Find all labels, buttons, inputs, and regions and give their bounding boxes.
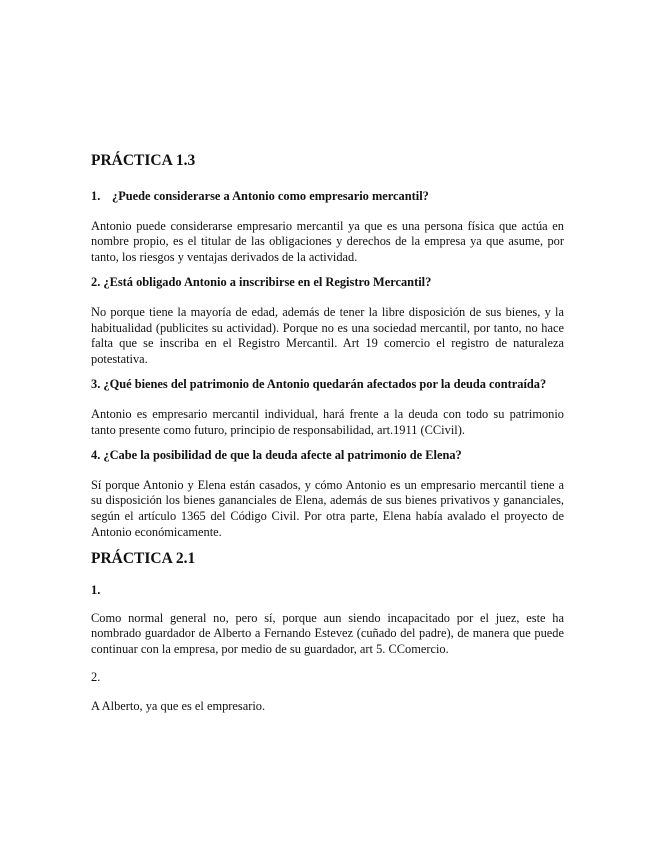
p21-question-1-heading: 1. — [91, 583, 101, 598]
section-title-practica-1-3: PRÁCTICA 1.3 — [91, 152, 196, 169]
question-1-text: ¿Puede considerarse a Antonio como empresario mercantil? — [112, 189, 429, 203]
answer-2: No porque tiene la mayoría de edad, además de tener la libre disposición de sus bienes, y la habitualidad (publicites su actividad). Porque no es una sociedad mercantil, por tanto, no hace falta que se inscriba en el Registro Mercantil. Art 19 comercio el registro de naturaleza potestativa. — [91, 304, 564, 366]
p21-answer-2: A Alberto, ya que es el empresario. — [91, 699, 266, 714]
answer-3: Antonio es empresario mercantil individual, hará frente a la deuda con todo su patrimonio tanto presente como futuro, principio de responsabilidad, art.1911 (CCivil). — [91, 406, 564, 437]
question-3-heading: 3. ¿Qué bienes del patrimonio de Antonio quedarán afectados por la deuda contraída? — [91, 377, 547, 392]
section-title-practica-2-1: PRÁCTICA 2.1 — [91, 550, 196, 568]
answer-4: Sí porque Antonio y Elena están casados, y cómo Antonio es un empresario mercantil tiene a su disposición los bienes gananciales de Elena, además de sus bienes privativos y gananciales, según el artículo 1365 del Código Civil. Por otra parte, Elena había avalado el proyecto de Antonio económicamente. — [91, 477, 564, 539]
question-1-heading — [91, 189, 564, 205]
answer-1: Antonio puede considerarse empresario mercantil ya que es una persona física que actúa en nombre propio, es el titular de las obligaciones y derechos de la empresa ya que asume, por tanto, los riesgos y ventajas derivados de la actividad. — [91, 218, 564, 264]
p21-answer-1: Como normal general no, pero sí, porque aun siendo incapacitado por el juez, este ha nombrado guardador de Alberto a Fernando Estevez (cuñado del padre), de manera que puede continuar con la empresa, por medio de su guardador, art 5. CComercio. — [91, 610, 564, 656]
question-2-heading: 2. ¿Está obligado Antonio a inscribirse en el Registro Mercantil? — [91, 275, 432, 290]
question-4-heading: 4. ¿Cabe la posibilidad de que la deuda afecte al patrimonio de Elena? — [91, 448, 462, 463]
p21-question-2-number: 2. — [91, 670, 101, 685]
document-content — [91, 152, 564, 715]
question-1-number: 1. — [91, 189, 101, 203]
